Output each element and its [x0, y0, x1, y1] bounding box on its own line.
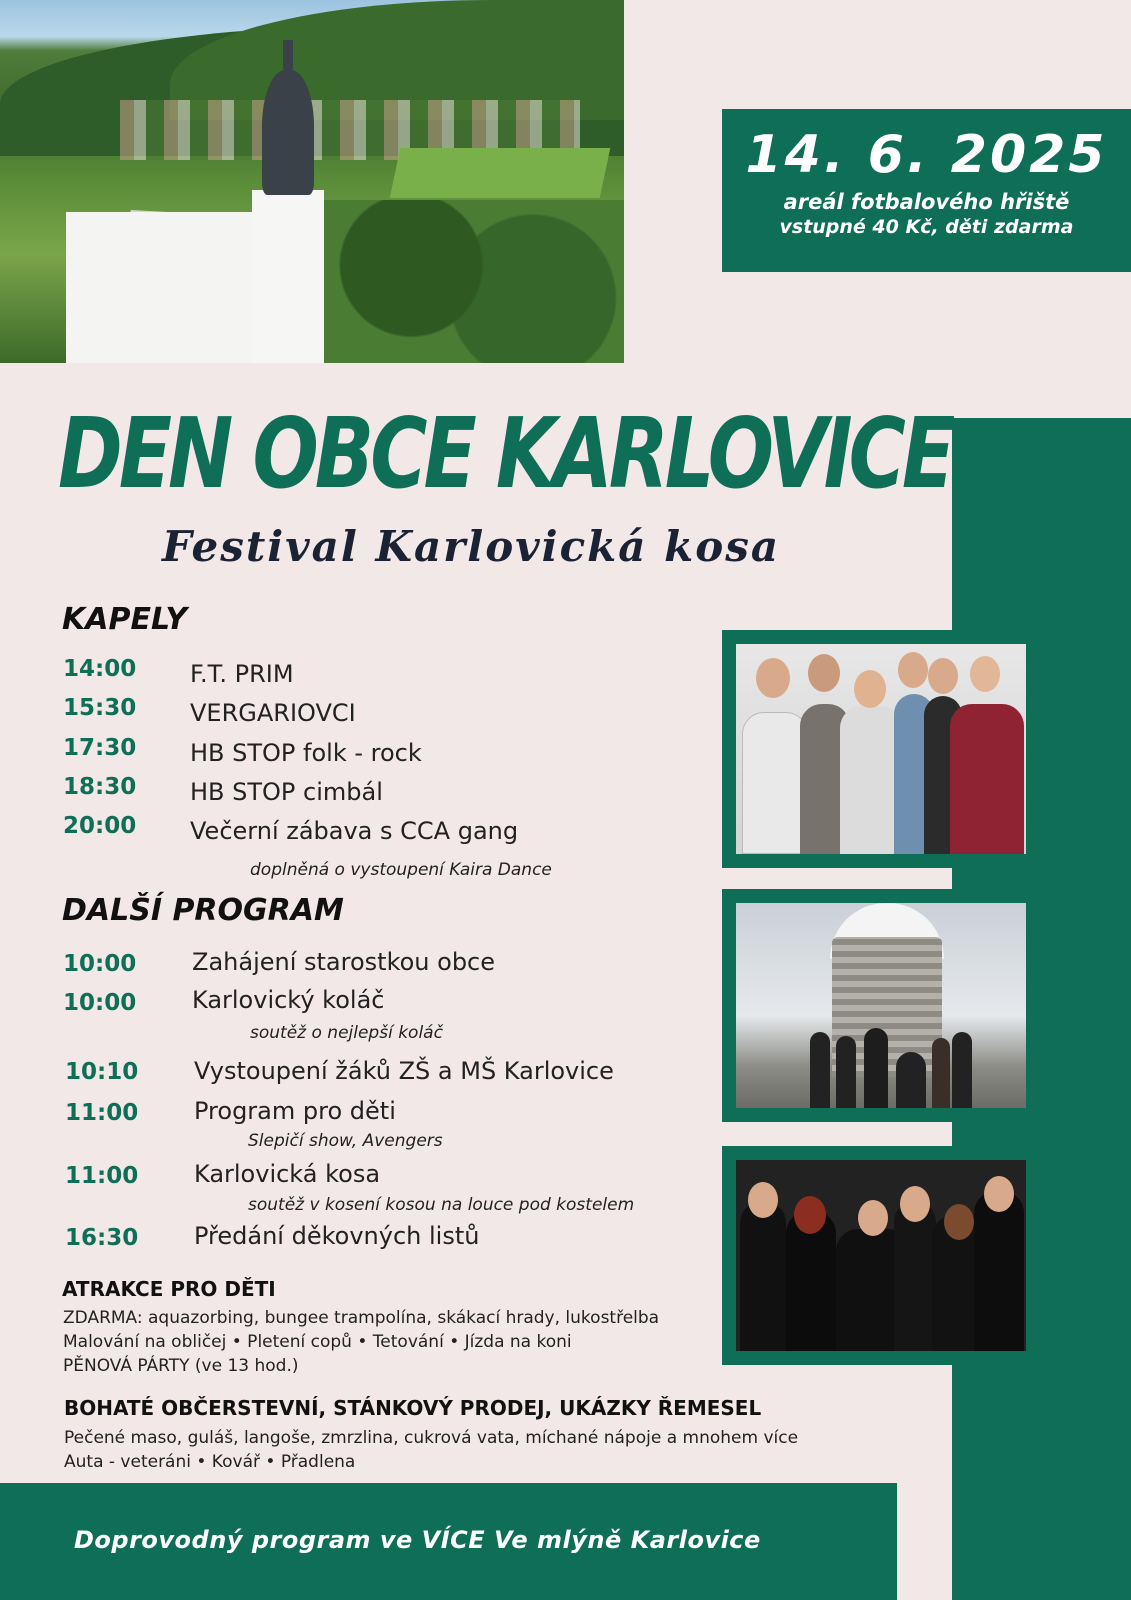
band-photo-fprim — [736, 644, 1026, 854]
kapely-heading: KAPELY — [62, 602, 188, 637]
schedule-name: VERGARIOVCI — [190, 699, 356, 727]
schedule-time: 10:10 — [65, 1059, 139, 1085]
band-photo-frame — [722, 630, 1040, 868]
band-photo-chapel — [736, 903, 1026, 1108]
footer-text: Doprovodný program ve VÍCE Ve mlýně Karlovice — [74, 1526, 761, 1554]
schedule-name: Předání děkovných listů — [194, 1222, 480, 1250]
schedule-time: 10:00 — [63, 990, 137, 1016]
schedule-name: Zahájení starostkou obce — [192, 948, 496, 976]
subtitle: Festival Karlovická kosa — [162, 522, 781, 571]
schedule-name: Večerní zábava s CCA gang — [190, 817, 519, 845]
event-venue: areál fotbalového hřiště — [783, 190, 1070, 214]
schedule-note: soutěž v kosení kosou na louce pod kostelem — [248, 1195, 635, 1215]
schedule-time: 20:00 — [63, 813, 137, 839]
schedule-time: 17:30 — [63, 735, 137, 761]
schedule-time: 10:00 — [63, 951, 137, 977]
event-entry: vstupné 40 Kč, děti zdarma — [779, 216, 1074, 238]
schedule-time: 11:00 — [65, 1163, 139, 1189]
schedule-name: Vystoupení žáků ZŠ a MŠ Karlovice — [194, 1057, 614, 1085]
atrakce-line: ZDARMA: aquazorbing, bungee trampolína, skákací hrady, lukostřelba — [63, 1308, 660, 1328]
band-photo-hbstop — [736, 1160, 1026, 1351]
schedule-note: soutěž o nejlepší koláč — [250, 1023, 443, 1043]
schedule-name: Karlovická kosa — [194, 1160, 381, 1188]
schedule-time: 11:00 — [65, 1100, 139, 1126]
schedule-name: Program pro děti — [194, 1097, 396, 1125]
obcerstveni-line: Auta - veteráni • Kovář • Přadlena — [64, 1452, 356, 1472]
main-title: DEN OBCE KARLOVICE — [58, 398, 952, 511]
schedule-time: 14:00 — [63, 656, 137, 682]
schedule-name: HB STOP folk - rock — [190, 739, 422, 767]
village-church-photo — [0, 0, 624, 363]
atrakce-line: Malování na obličej • Pletení copů • Tetování • Jízda na koni — [63, 1332, 572, 1352]
schedule-name: HB STOP cimbál — [190, 778, 383, 806]
event-date: 14. 6. 2025 — [745, 125, 1108, 185]
schedule-time: 15:30 — [63, 695, 137, 721]
band-photo-frame — [722, 889, 1040, 1122]
schedule-time: 16:30 — [65, 1225, 139, 1251]
obcerstveni-heading: BOHATÉ OBČERSTEVNÍ, STÁNKOVÝ PRODEJ, UKÁZKY ŘEMESEL — [64, 1396, 762, 1420]
atrakce-heading: ATRAKCE PRO DĚTI — [62, 1277, 276, 1301]
schedule-note: doplněná o vystoupení Kaira Dance — [250, 860, 552, 880]
program-heading: DALŠÍ PROGRAM — [62, 893, 344, 928]
atrakce-line: PĚNOVÁ PÁRTY (ve 13 hod.) — [63, 1356, 299, 1376]
band-photo-frame — [722, 1146, 1040, 1365]
schedule-name: F.T. PRIM — [190, 660, 294, 688]
schedule-note: Slepičí show, Avengers — [248, 1131, 443, 1151]
schedule-time: 18:30 — [63, 774, 137, 800]
schedule-name: Karlovický koláč — [192, 986, 385, 1014]
obcerstveni-line: Pečené maso, guláš, langoše, zmrzlina, cukrová vata, míchané nápoje a mnohem více — [64, 1428, 799, 1448]
date-box — [722, 109, 1131, 272]
